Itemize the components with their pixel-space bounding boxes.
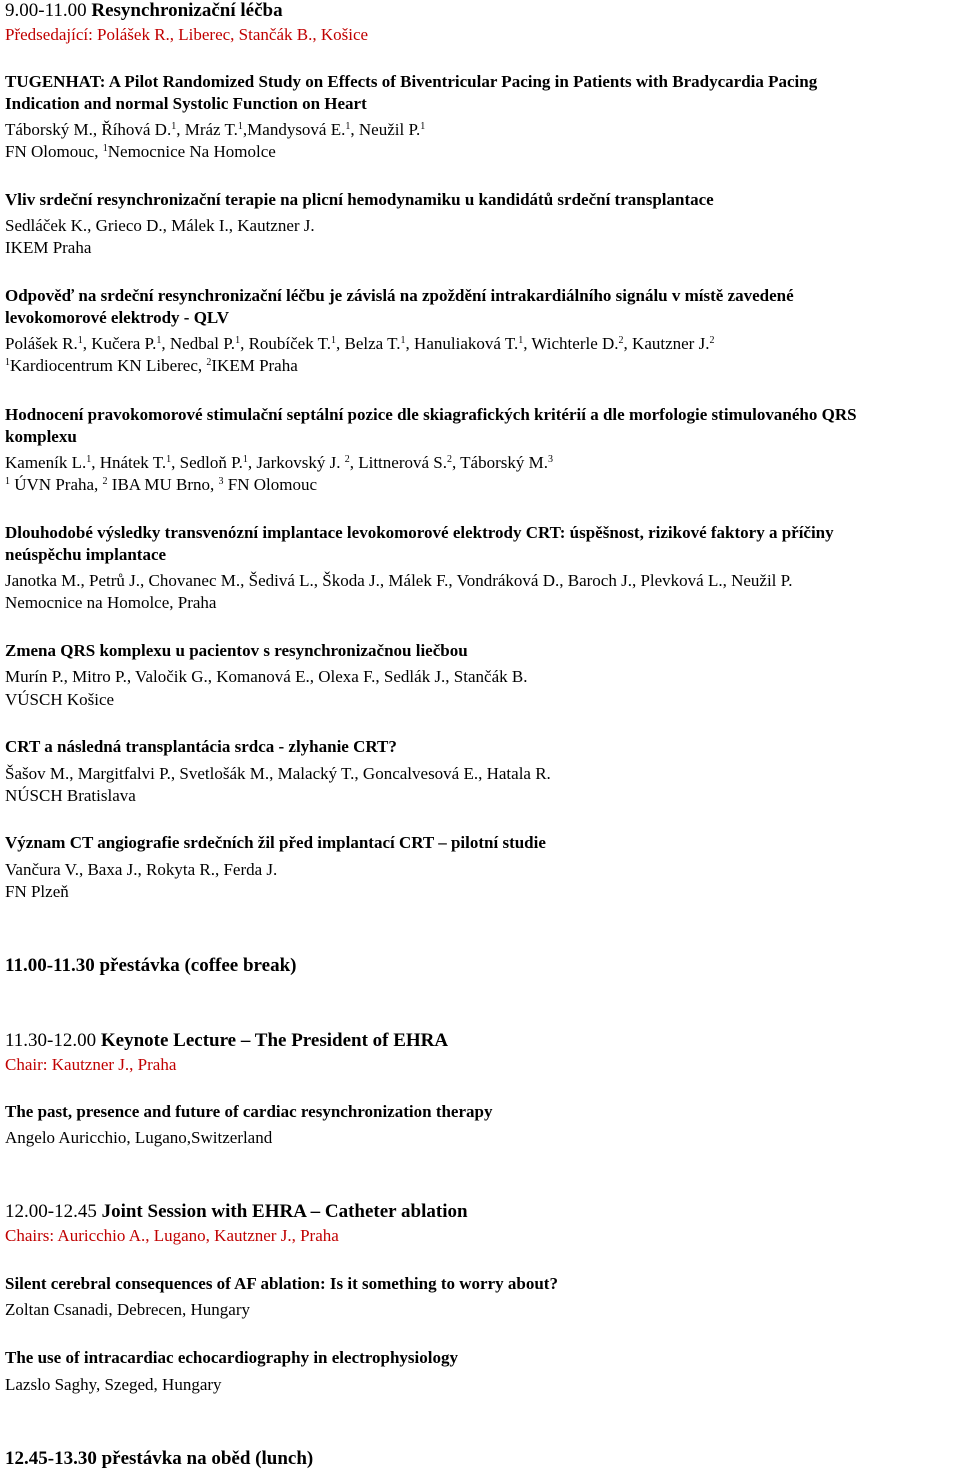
talk-authors: Vančura V., Baxa J., Rokyta R., Ferda J. bbox=[5, 860, 278, 879]
talk-authors: Sedláček K., Grieco D., Málek I., Kautzner J. bbox=[5, 216, 315, 235]
talk-affiliation: FN Plzeň bbox=[5, 882, 69, 901]
session-header bbox=[5, 0, 283, 22]
session-time: 12.00-12.45 bbox=[5, 1201, 97, 1222]
talk-title: Vliv srdeční resynchronizační terapie na plicní hemodynamiku u kandidátů srdeční transplantace bbox=[5, 190, 714, 209]
talk-affiliation: FN Olomouc, $^1$Nemocnice Na Homolce bbox=[5, 142, 276, 161]
coffee-break: 11.00-11.30 přestávka (coffee break) bbox=[5, 955, 297, 976]
talk-title: Odpověď na srdeční resynchronizační léčbu je závislá na zpoždění intrakardiálního signálu v místě zavedené bbox=[5, 286, 794, 305]
talk-affiliation: IKEM Praha bbox=[5, 238, 92, 257]
talk-title-cont: neúspěchu implantace bbox=[5, 545, 167, 564]
talk-title-cont: komplexu bbox=[5, 427, 77, 446]
talk-authors: Angelo Auricchio, Lugano,Switzerland bbox=[5, 1128, 273, 1147]
talk-affiliation: $^1$ ÚVN Praha, $^2$ IBA MU Brno, $^3$ FN Olomouc bbox=[5, 475, 318, 494]
talk-authors: Kameník L.$^1$, Hnátek T.$^1$, Sedloň P.$^1$, Jarkovský J. $^2$, Littnerová S.$^2$, Táborský M.$^3$ bbox=[5, 453, 553, 472]
session-header bbox=[5, 1030, 448, 1052]
talk-affiliation: VÚSCH Košice bbox=[5, 690, 115, 709]
talk-authors: Šašov M., Margitfalvi P., Svetlošák M., Malacký T., Goncalvesová E., Hatala R. bbox=[5, 764, 551, 783]
talk-title: Hodnocení pravokomorové stimulační septální pozice dle skiagrafických kritérií a dle morfologie stimulovaného QRS bbox=[5, 405, 857, 424]
talk-authors: Zoltan Csanadi, Debrecen, Hungary bbox=[5, 1300, 250, 1319]
session-chair: Chair: Kautzner J., Praha bbox=[5, 1055, 177, 1074]
talk-affiliation: Nemocnice na Homolce, Praha bbox=[5, 593, 217, 612]
talk-title: Význam CT angiografie srdečních žil před implantací CRT – pilotní studie bbox=[5, 833, 546, 852]
session-title: Joint Session with EHRA – Catheter ablation bbox=[101, 1201, 468, 1222]
talk-title: Dlouhodobé výsledky transvenózní implantace levokomorové elektrody CRT: úspěšnost, rizikové faktory a příčiny bbox=[5, 523, 834, 542]
talk-title-cont: levokomorové elektrody - QLV bbox=[5, 308, 229, 327]
session-time: 9.00-11.00 bbox=[5, 0, 87, 21]
talk-affiliation: $^1$Kardiocentrum KN Liberec, $^2$IKEM Praha bbox=[5, 356, 298, 375]
talk-authors: Janotka M., Petrů J., Chovanec M., Šedivá L., Škoda J., Málek F., Vondráková D., Baroch J., Plevková L., Neužil P. bbox=[5, 571, 793, 590]
session-chair: Předsedající: Polášek R., Liberec, Stančák B., Košice bbox=[5, 25, 369, 44]
talk-title: Zmena QRS komplexu u pacientov s resynchronizačnou liečbou bbox=[5, 641, 468, 660]
talk-authors: Lazslo Saghy, Szeged, Hungary bbox=[5, 1375, 222, 1394]
talk-authors: Murín P., Mitro P., Valočik G., Komanová E., Olexa F., Sedlák J., Stančák B. bbox=[5, 667, 528, 686]
talk-authors: Polášek R.$^1$, Kučera P.$^1$, Nedbal P.$^1$, Roubíček T.$^1$, Belza T.$^1$, Hanuliaková T.$^1$, Wichterle D.$^2$, Kautzner J.$^2$ bbox=[5, 334, 715, 353]
session-title: Resynchronizační léčba bbox=[91, 0, 283, 21]
talk-title-cont: Indication and normal Systolic Function on Heart bbox=[5, 94, 367, 113]
talk-title: The use of intracardiac echocardiography in electrophysiology bbox=[5, 1348, 458, 1367]
talk-affiliation: NÚSCH Bratislava bbox=[5, 786, 136, 805]
talk-title: TUGENHAT: A Pilot Randomized Study on Effects of Biventricular Pacing in Patients with Bradycardia Pacing bbox=[5, 72, 818, 91]
talk-authors: Táborský M., Říhová D.$^1$, Mráz T.$^1$,Mandysová E.$^1$, Neužil P.$^1$ bbox=[5, 120, 426, 139]
lunch-break: 12.45-13.30 přestávka na oběd (lunch) bbox=[5, 1448, 314, 1469]
session-chair: Chairs: Auricchio A., Lugano, Kautzner J., Praha bbox=[5, 1226, 339, 1245]
session-header bbox=[5, 1201, 468, 1223]
session-title: Keynote Lecture – The President of EHRA bbox=[100, 1030, 449, 1051]
talk-title: The past, presence and future of cardiac resynchronization therapy bbox=[5, 1102, 493, 1121]
talk-title: Silent cerebral consequences of AF ablation: Is it something to worry about? bbox=[5, 1274, 558, 1293]
talk-title: CRT a následná transplantácia srdca - zlyhanie CRT? bbox=[5, 737, 397, 756]
session-time: 11.30-12.00 bbox=[5, 1030, 97, 1051]
